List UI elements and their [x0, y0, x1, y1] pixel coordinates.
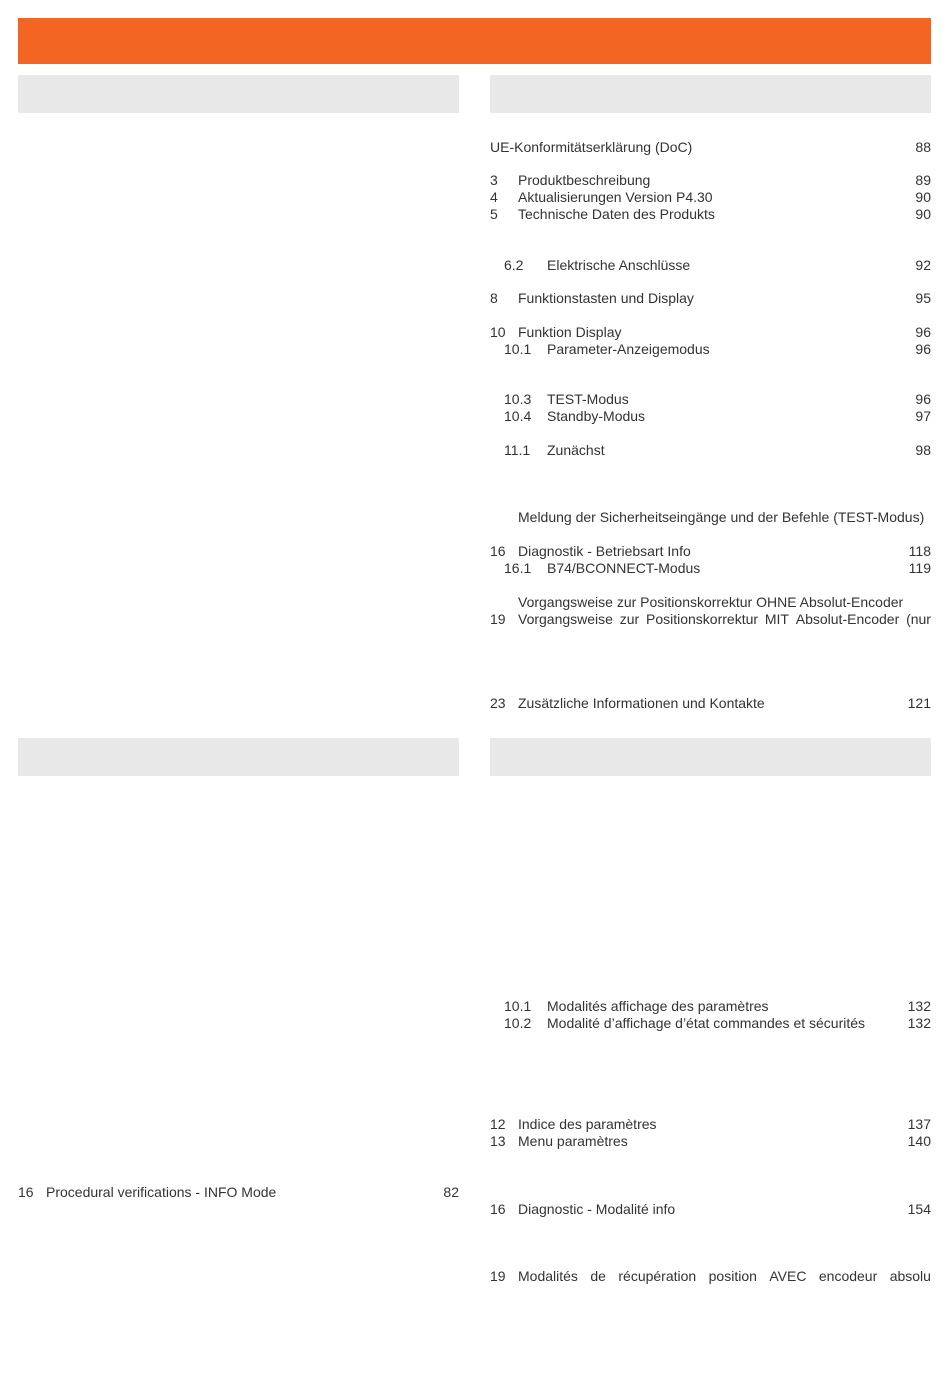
toc-number: 10.1	[504, 341, 532, 357]
toc-entry-meldung[interactable]	[490, 509, 931, 526]
toc-word: MIT	[764, 611, 789, 627]
toc-number: 19	[490, 1268, 506, 1284]
toc-word: Positionskorrektur	[646, 611, 759, 627]
toc-entry-10-4[interactable]	[490, 408, 931, 425]
toc-page: 132	[907, 998, 931, 1014]
toc-word: encodeur	[818, 1268, 878, 1284]
section-header-bottom-right	[490, 738, 931, 776]
toc-label: Zunächst	[547, 442, 605, 458]
toc-number: 23	[490, 695, 506, 711]
toc-page: 92	[915, 257, 931, 273]
toc-page: 90	[915, 189, 931, 205]
toc-number: 6.2	[504, 257, 524, 273]
toc-word: Vorgangsweise	[518, 611, 613, 627]
toc-entry-16-1[interactable]	[490, 560, 931, 577]
toc-entry-16-en[interactable]	[18, 1184, 459, 1201]
toc-entry-13-fr[interactable]	[490, 1133, 931, 1150]
toc-page: 90	[915, 206, 931, 222]
toc-label: Indice des paramètres	[518, 1116, 657, 1132]
section-header-top-right	[490, 75, 931, 113]
toc-label: Vorgangsweise zur Positionskorrektur OHNE Absolut-Encoder	[518, 594, 904, 610]
toc-number: 3	[490, 172, 498, 188]
toc-entry-10-3[interactable]	[490, 391, 931, 408]
toc-word: position	[708, 1268, 757, 1284]
toc-entry-10-2-fr[interactable]	[490, 1015, 931, 1032]
toc-number: 5	[490, 206, 498, 222]
toc-label: Aktualisierungen Version P4.30	[518, 189, 713, 205]
toc-entry-19[interactable]	[490, 611, 931, 628]
toc-number: 10.3	[504, 391, 532, 407]
toc-number: 19	[490, 611, 506, 627]
toc-page: 96	[915, 391, 931, 407]
toc-entry-11-1[interactable]	[490, 442, 931, 459]
toc-page: 154	[907, 1201, 931, 1217]
toc-label: Meldung der Sicherheitseingänge und der Befehle (TEST-Modus)	[518, 509, 925, 525]
toc-entry-3[interactable]	[490, 172, 931, 189]
toc-number: 12	[490, 1116, 506, 1132]
toc-entry-19-fr[interactable]	[490, 1268, 931, 1285]
toc-label	[518, 1268, 931, 1285]
toc-entry-5[interactable]	[490, 206, 931, 223]
toc-entry-4[interactable]	[490, 189, 931, 206]
toc-page: 119	[908, 560, 931, 576]
toc-entry-10[interactable]	[490, 324, 931, 341]
toc-number: 10.4	[504, 408, 532, 424]
toc-entry-ohne-encoder[interactable]	[490, 594, 931, 611]
toc-label: Diagnostik - Betriebsart Info	[518, 543, 691, 559]
toc-page: 95	[915, 290, 931, 306]
toc-page: 96	[915, 324, 931, 340]
toc-entry-10-1-fr[interactable]	[490, 998, 931, 1015]
toc-label: TEST-Modus	[547, 391, 629, 407]
toc-number: 16	[490, 1201, 506, 1217]
toc-label: B74/BCONNECT-Modus	[547, 560, 701, 576]
toc-number: 16.1	[504, 560, 532, 576]
toc-word: (nur	[906, 611, 931, 627]
toc-label: Technische Daten des Produkts	[518, 206, 715, 222]
toc-page: 96	[915, 341, 931, 357]
section-header-bottom-left	[18, 738, 459, 776]
toc-word: zur	[619, 611, 640, 627]
toc-page: 82	[443, 1184, 459, 1200]
toc-page: 98	[915, 442, 931, 458]
section-header-top-left	[18, 75, 459, 113]
toc-page: 121	[907, 695, 931, 711]
toc-page: 97	[915, 408, 931, 424]
toc-page: 132	[907, 1015, 931, 1031]
toc-entry-6-2[interactable]	[490, 257, 931, 274]
toc-entry-8[interactable]	[490, 290, 931, 307]
toc-page: 140	[907, 1133, 931, 1149]
header-banner	[18, 18, 931, 64]
toc-number: 11.1	[504, 442, 531, 458]
toc-label: Menu paramètres	[518, 1133, 628, 1149]
toc-word: absolu	[889, 1268, 931, 1284]
toc-entry-16[interactable]	[490, 543, 931, 560]
toc-page: 89	[915, 172, 931, 188]
toc-label: Produktbeschreibung	[518, 172, 651, 188]
toc-label: Diagnostic - Modalité info	[518, 1201, 676, 1217]
toc-number: 4	[490, 189, 498, 205]
toc-word: Absolut-Encoder	[795, 611, 900, 627]
toc-entry-12-fr[interactable]	[490, 1116, 931, 1133]
toc-entry-16-fr[interactable]	[490, 1201, 931, 1218]
toc-word: récupération	[618, 1268, 697, 1284]
toc-number: 16	[490, 543, 506, 559]
toc-entry-10-1[interactable]	[490, 341, 931, 358]
toc-label: Elektrische Anschlüsse	[547, 257, 691, 273]
toc-word: de	[590, 1268, 606, 1284]
toc-number: 13	[490, 1133, 506, 1149]
toc-label: Funktion Display	[518, 324, 622, 340]
toc-number: 10.2	[504, 1015, 532, 1031]
toc-number: 8	[490, 290, 498, 306]
toc-label: Standby-Modus	[547, 408, 646, 424]
toc-page: 118	[908, 543, 931, 559]
toc-label: Parameter-Anzeigemodus	[547, 341, 710, 357]
toc-word: Modalités	[518, 1268, 578, 1284]
toc-word: AVEC	[769, 1268, 807, 1284]
toc-label: Modalités affichage des paramètres	[547, 998, 769, 1014]
toc-label: Procedural verifications - INFO Mode	[46, 1184, 277, 1200]
toc-label	[518, 611, 931, 628]
toc-number: 10	[490, 324, 506, 340]
toc-page: 137	[907, 1116, 931, 1132]
toc-label: Funktionstasten und Display	[518, 290, 694, 306]
toc-label: UE-Konformitätserklärung (DoC)	[490, 139, 693, 155]
toc-label: Zusätzliche Informationen und Kontakte	[518, 695, 765, 711]
toc-entry-23[interactable]	[490, 695, 931, 712]
toc-number: 16	[18, 1184, 34, 1200]
toc-label: Modalité d’affichage d’état commandes et sécurités	[547, 1015, 866, 1031]
toc-number: 10.1	[504, 998, 532, 1014]
toc-entry-doc[interactable]	[490, 139, 931, 156]
toc-page: 88	[915, 139, 931, 155]
